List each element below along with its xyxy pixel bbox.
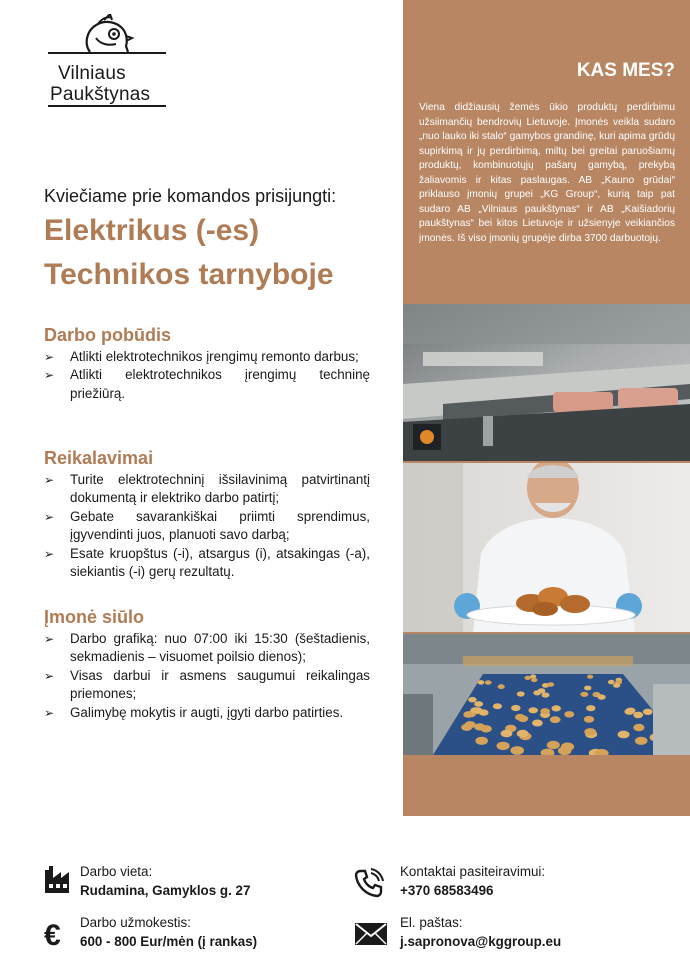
- conveyor-photo: [403, 634, 690, 755]
- logo-text-line2: Paukštynas: [50, 84, 151, 105]
- offer-list: [44, 630, 370, 722]
- contact-label: Kontaktai pasiteiravimui:: [400, 864, 546, 879]
- about-title: KAS MES?: [576, 60, 675, 81]
- email-label: El. paštas:: [400, 915, 463, 930]
- section-title-requirements: Reikalavimai: [44, 448, 154, 468]
- requirements-list: [44, 471, 370, 581]
- list-item: ➢ Atlikti elektrotechnikos įrengimų techninę priežiūrą.: [44, 367, 370, 401]
- about-text: Viena didžiausių žemės ūkio produktų perdirbimu užsiimančių bendrovių Lietuvoje. Įmonės veikla sudaro „nuo lauko iki stalo“ gamybos grandinę, kuri apima grūdų supirkimą ir jų perdirbimą, miltų bei greitai paruošiamų produktų, kombinuotųjų pašarų gamybą, prekybą žaliavomis ir kitas paslaugas. AB „Kauno grūdai“ priklauso įmonių grupei „KG Group“, kurią taip pat sudaro AB „Vilniaus paukštynas“ ir AB „Kaišiadorių paukštynas“ bei kitos Lietuvoje ir užsienyje veikiančios įmonės. Iš viso įmonių grupėje dirba 3700 darbuotojų.: [419, 102, 675, 244]
- list-item: ➢ Atlikti elektrotechnikos įrengimų remonto darbus;: [44, 348, 370, 366]
- list-item: ➢ Visas darbui ir asmens saugumui reikalingas priemones;: [44, 667, 370, 702]
- euro-icon: [44, 918, 68, 948]
- svg-text:€: €: [44, 919, 61, 948]
- arrow-bullet-icon: ➢: [44, 509, 55, 524]
- arrow-bullet-icon: ➢: [44, 350, 55, 364]
- location-value: Rudamina, Gamyklos g. 27: [80, 883, 251, 898]
- arrow-bullet-icon: ➢: [44, 368, 55, 383]
- factory-icon: [44, 864, 74, 894]
- chef-photo: [403, 463, 690, 632]
- arrow-bullet-icon: ➢: [44, 546, 55, 561]
- list-item: ➢ Darbo grafiką: nuo 07:00 iki 15:30 (šeštadienis, sekmadienis – visuomet poilsio dienos);: [44, 631, 370, 665]
- list-item: ➢ Gebate savarankiškai priimti sprendimus, įgyvendinti juos, planuoti savo darbą;: [44, 508, 370, 543]
- email-value[interactable]: j.sapronova@kggroup.eu: [400, 934, 562, 949]
- conveyor-image: [403, 634, 690, 755]
- contact-phone[interactable]: +370 68583496: [400, 883, 494, 898]
- arrow-bullet-icon: ➢: [44, 473, 55, 487]
- salary-value: 600 - 800 Eur/mėn (į rankas): [80, 934, 258, 949]
- intro-text: Kviečiame prie komandos prisijungti:: [44, 186, 337, 206]
- headline-line1: Elektrikus (-es): [44, 214, 260, 247]
- arrow-bullet-icon: ➢: [44, 632, 55, 646]
- section-title-offer: Įmonė siūlo: [44, 607, 145, 627]
- location-label: Darbo vieta:: [80, 864, 153, 879]
- list-item: ➢ Esate kruopštus (-i), atsargus (i), atsakingas (-a), siekiantis (-i) gerų rezultatų.: [44, 545, 370, 580]
- phone-icon: [354, 868, 384, 898]
- headline-line2: Technikos tarnyboje: [44, 258, 334, 291]
- arrow-bullet-icon: ➢: [44, 668, 55, 683]
- list-item: ➢ Galimybę mokytis ir augti, įgyti darbo patirties.: [44, 704, 370, 722]
- work-list: [44, 348, 370, 403]
- production-line-photo: [403, 304, 690, 461]
- list-item: ➢ Turite elektrotechninį išsilavinimą patvirtinantį dokumentą ir elektriko darbo patirtį;: [44, 472, 370, 506]
- arrow-bullet-icon: ➢: [44, 705, 55, 720]
- section-title-work: Darbo pobūdis: [44, 325, 171, 345]
- logo-text-line1: Vilniaus: [58, 63, 126, 84]
- envelope-icon: [354, 922, 388, 946]
- company-logo: [46, 14, 168, 110]
- salary-label: Darbo užmokestis:: [80, 915, 191, 930]
